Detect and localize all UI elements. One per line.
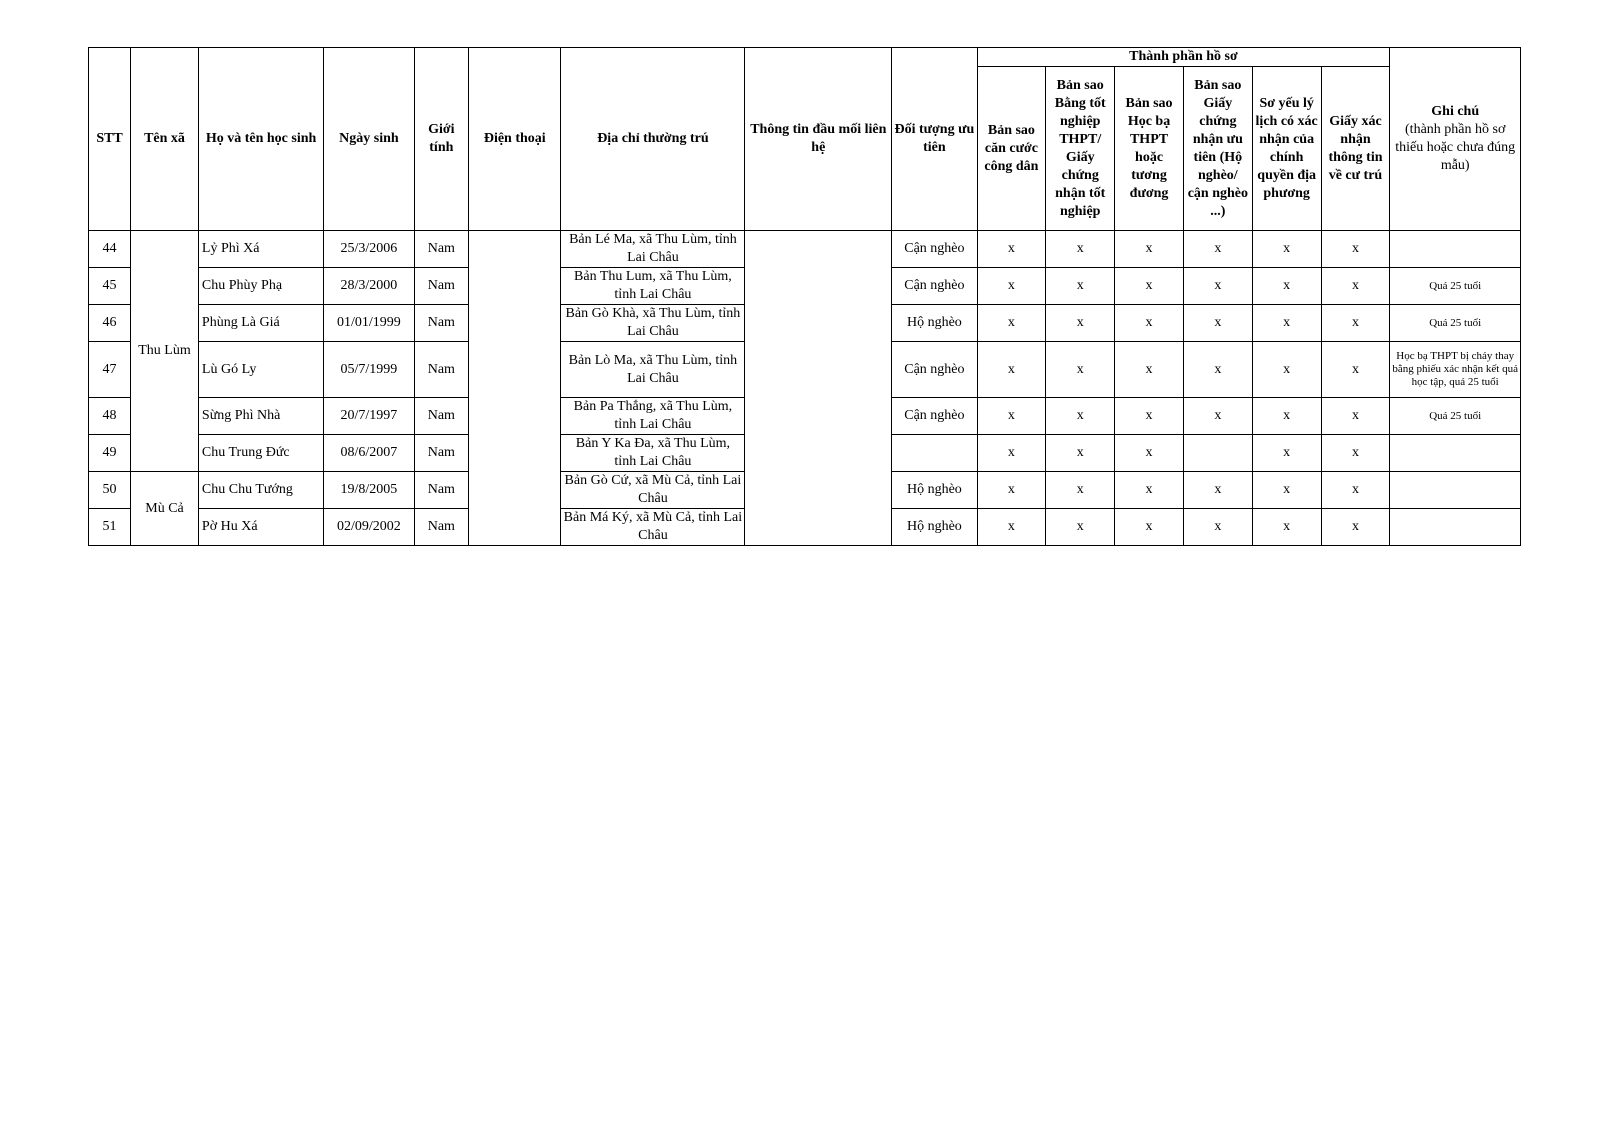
cell-doc-1: x <box>977 268 1046 305</box>
cell-priority: Hộ nghèo <box>892 472 977 509</box>
cell-name: Sừng Phì Nhà <box>198 398 323 435</box>
cell-doc-5: x <box>1252 435 1321 472</box>
cell-doc-5: x <box>1252 398 1321 435</box>
cell-doc-5: x <box>1252 268 1321 305</box>
header-giay-xac-nhan-cu-tru: Giấy xác nhận thông tin về cư trú <box>1321 67 1390 231</box>
cell-dob: 02/09/2002 <box>324 509 414 546</box>
cell-doc-1: x <box>977 305 1046 342</box>
header-ban-sao-cccd: Bản sao căn cước công dân <box>977 67 1046 231</box>
cell-priority: Cận nghèo <box>892 268 977 305</box>
cell-phone-blank <box>469 231 561 546</box>
cell-doc-6: x <box>1321 435 1390 472</box>
cell-priority <box>892 435 977 472</box>
cell-commune-thu-lum: Thu Lùm <box>131 231 199 472</box>
ghi-chu-subtitle: (thành phần hồ sơ thiếu hoặc chưa đúng mẫu) <box>1395 122 1516 173</box>
cell-name: Lỷ Phì Xá <box>198 231 323 268</box>
cell-address: Bản Y Ka Đa, xã Thu Lùm, tỉnh Lai Châu <box>561 435 745 472</box>
cell-doc-4: x <box>1183 342 1252 398</box>
cell-priority: Hộ nghèo <box>892 305 977 342</box>
cell-doc-5: x <box>1252 305 1321 342</box>
cell-priority: Cận nghèo <box>892 231 977 268</box>
cell-dob: 28/3/2000 <box>324 268 414 305</box>
cell-doc-4: x <box>1183 398 1252 435</box>
cell-name: Phùng Là Giá <box>198 305 323 342</box>
header-ngay-sinh: Ngày sinh <box>324 48 414 231</box>
cell-sex: Nam <box>414 231 468 268</box>
cell-note <box>1390 509 1521 546</box>
cell-doc-6: x <box>1321 472 1390 509</box>
cell-dob: 20/7/1997 <box>324 398 414 435</box>
cell-dob: 19/8/2005 <box>324 472 414 509</box>
ghi-chu-title: Ghi chú <box>1431 104 1480 119</box>
cell-doc-4: x <box>1183 268 1252 305</box>
cell-doc-4: x <box>1183 472 1252 509</box>
cell-stt: 49 <box>89 435 131 472</box>
cell-doc-3: x <box>1115 342 1184 398</box>
cell-dob: 25/3/2006 <box>324 231 414 268</box>
cell-doc-3: x <box>1115 472 1184 509</box>
cell-address: Bản Thu Lum, xã Thu Lùm, tỉnh Lai Châu <box>561 268 745 305</box>
cell-name: Chu Trung Đức <box>198 435 323 472</box>
cell-priority: Cận nghèo <box>892 342 977 398</box>
cell-commune-mu-ca: Mù Cả <box>131 472 199 546</box>
cell-stt: 46 <box>89 305 131 342</box>
cell-doc-4: x <box>1183 509 1252 546</box>
cell-sex: Nam <box>414 268 468 305</box>
cell-note: Quá 25 tuổi <box>1390 305 1521 342</box>
cell-address: Bản Gò Cứ, xã Mù Cả, tỉnh Lai Châu <box>561 472 745 509</box>
header-ban-sao-bang: Bản sao Bằng tốt nghiệp THPT/ Giấy chứng nhận tốt nghiệp <box>1046 67 1115 231</box>
cell-doc-2: x <box>1046 398 1115 435</box>
header-thanh-phan: Thành phần hồ sơ <box>977 48 1390 67</box>
cell-doc-6: x <box>1321 305 1390 342</box>
cell-doc-5: x <box>1252 509 1321 546</box>
cell-dob: 01/01/1999 <box>324 305 414 342</box>
cell-stt: 48 <box>89 398 131 435</box>
cell-doc-6: x <box>1321 342 1390 398</box>
cell-doc-4 <box>1183 435 1252 472</box>
header-so-yeu-ly-lich: Sơ yếu lý lịch có xác nhận của chính quyền địa phương <box>1252 67 1321 231</box>
cell-note <box>1390 435 1521 472</box>
cell-name: Chu Chu Tướng <box>198 472 323 509</box>
header-stt: STT <box>89 48 131 231</box>
header-ghi-chu <box>1390 48 1521 231</box>
cell-note: Quá 25 tuổi <box>1390 268 1521 305</box>
header-ten-xa: Tên xã <box>131 48 199 231</box>
header-doi-tuong: Đối tượng ưu tiên <box>892 48 977 231</box>
cell-doc-5: x <box>1252 342 1321 398</box>
cell-name: Lù Gó Ly <box>198 342 323 398</box>
table-row <box>89 231 1521 268</box>
cell-doc-5: x <box>1252 472 1321 509</box>
cell-doc-6: x <box>1321 398 1390 435</box>
cell-doc-2: x <box>1046 231 1115 268</box>
cell-doc-2: x <box>1046 268 1115 305</box>
cell-stt: 45 <box>89 268 131 305</box>
cell-doc-4: x <box>1183 305 1252 342</box>
cell-doc-2: x <box>1046 305 1115 342</box>
cell-stt: 47 <box>89 342 131 398</box>
cell-stt: 50 <box>89 472 131 509</box>
cell-stt: 51 <box>89 509 131 546</box>
cell-doc-2: x <box>1046 509 1115 546</box>
cell-address: Bản Gò Khà, xã Thu Lùm, tỉnh Lai Châu <box>561 305 745 342</box>
header-ban-sao-giay-uu-tien: Bản sao Giấy chứng nhận ưu tiên (Hộ nghèo/ cận nghèo ...) <box>1183 67 1252 231</box>
cell-doc-3: x <box>1115 398 1184 435</box>
cell-doc-2: x <box>1046 435 1115 472</box>
cell-sex: Nam <box>414 435 468 472</box>
cell-name: Chu Phùy Phạ <box>198 268 323 305</box>
cell-doc-3: x <box>1115 509 1184 546</box>
cell-doc-1: x <box>977 342 1046 398</box>
cell-sex: Nam <box>414 305 468 342</box>
header-ho-ten: Họ và tên học sinh <box>198 48 323 231</box>
header-dia-chi: Địa chỉ thường trú <box>561 48 745 231</box>
cell-address: Bản Má Ký, xã Mù Cả, tỉnh Lai Châu <box>561 509 745 546</box>
cell-dob: 08/6/2007 <box>324 435 414 472</box>
cell-doc-1: x <box>977 435 1046 472</box>
header-dien-thoai: Điện thoại <box>469 48 561 231</box>
cell-doc-3: x <box>1115 435 1184 472</box>
cell-sex: Nam <box>414 342 468 398</box>
cell-doc-5: x <box>1252 231 1321 268</box>
cell-contact-blank <box>745 231 892 546</box>
cell-doc-1: x <box>977 509 1046 546</box>
cell-address: Bản Pa Thắng, xã Thu Lùm, tỉnh Lai Châu <box>561 398 745 435</box>
cell-note: Quá 25 tuổi <box>1390 398 1521 435</box>
cell-doc-4: x <box>1183 231 1252 268</box>
cell-note: Học bạ THPT bị cháy thay bằng phiếu xác nhận kết quả học tập, quá 25 tuổi <box>1390 342 1521 398</box>
cell-name: Pờ Hu Xá <box>198 509 323 546</box>
cell-doc-3: x <box>1115 305 1184 342</box>
cell-doc-6: x <box>1321 231 1390 268</box>
cell-doc-2: x <box>1046 472 1115 509</box>
header-thong-tin: Thông tin đầu mối liên hệ <box>745 48 892 231</box>
cell-doc-3: x <box>1115 231 1184 268</box>
cell-doc-1: x <box>977 398 1046 435</box>
cell-doc-6: x <box>1321 268 1390 305</box>
student-records-table <box>88 47 1521 546</box>
cell-address: Bản Lé Ma, xã Thu Lùm, tỉnh Lai Châu <box>561 231 745 268</box>
cell-doc-1: x <box>977 472 1046 509</box>
cell-note <box>1390 472 1521 509</box>
cell-address: Bản Lò Ma, xã Thu Lùm, tỉnh Lai Châu <box>561 342 745 398</box>
cell-doc-2: x <box>1046 342 1115 398</box>
cell-dob: 05/7/1999 <box>324 342 414 398</box>
cell-sex: Nam <box>414 398 468 435</box>
cell-sex: Nam <box>414 472 468 509</box>
cell-sex: Nam <box>414 509 468 546</box>
cell-stt: 44 <box>89 231 131 268</box>
cell-doc-1: x <box>977 231 1046 268</box>
header-gioi-tinh: Giới tính <box>414 48 468 231</box>
header-row-1 <box>89 48 1521 67</box>
cell-priority: Hộ nghèo <box>892 509 977 546</box>
cell-doc-3: x <box>1115 268 1184 305</box>
header-ban-sao-hoc-ba: Bản sao Học bạ THPT hoặc tương đương <box>1115 67 1184 231</box>
cell-priority: Cận nghèo <box>892 398 977 435</box>
cell-doc-6: x <box>1321 509 1390 546</box>
cell-note <box>1390 231 1521 268</box>
